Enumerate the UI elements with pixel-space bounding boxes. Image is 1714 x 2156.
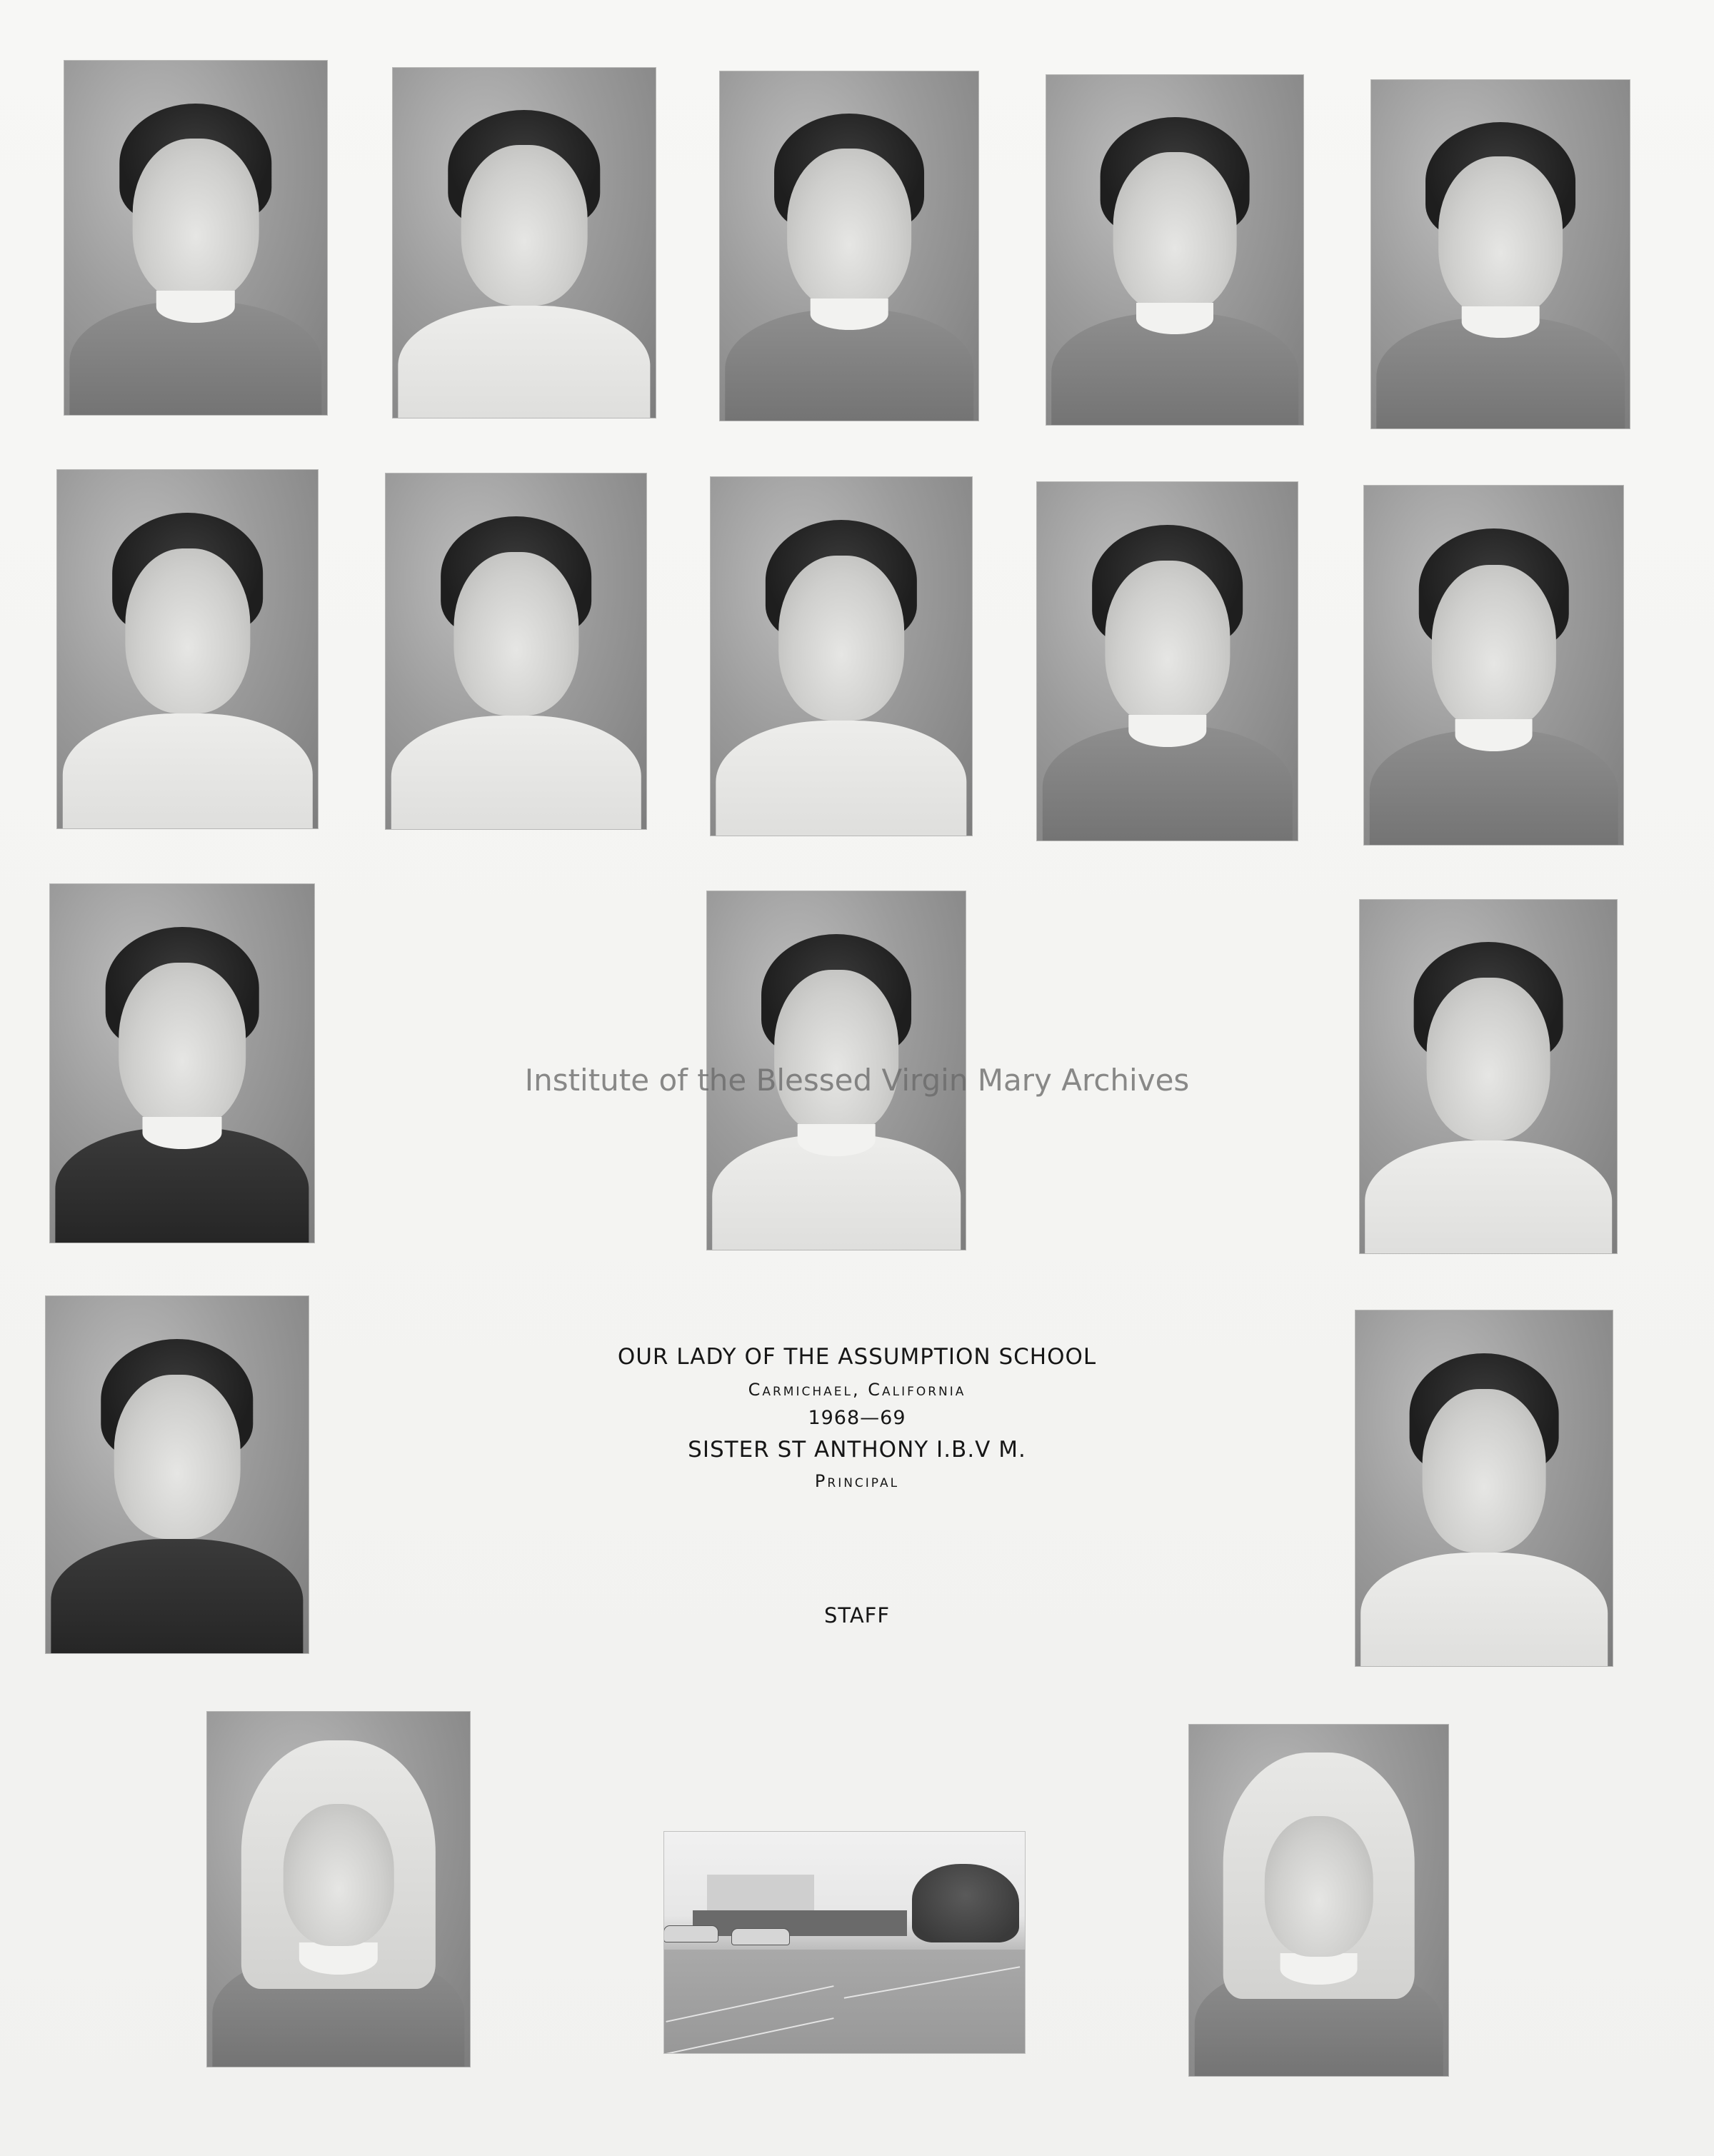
staff-portrait [1037, 482, 1298, 841]
staff-portrait [711, 477, 972, 836]
staff-portrait [1371, 80, 1630, 428]
archive-watermark: Institute of the Blessed Virgin Mary Archives [524, 1063, 1190, 1098]
school-location: Carmichael, California [748, 1380, 966, 1400]
staff-portrait [386, 473, 646, 829]
staff-portrait [720, 71, 978, 421]
staff-portrait [1355, 1310, 1613, 1666]
staff-portrait [1046, 75, 1303, 425]
staff-portrait [57, 470, 318, 828]
staff-portrait [1364, 486, 1623, 845]
staff-portrait-sister [207, 1712, 470, 2067]
section-label: STAFF [823, 1603, 891, 1628]
staff-portrait-sister [1189, 1725, 1448, 2076]
school-year: 1968—69 [808, 1407, 906, 1429]
staff-portrait [393, 68, 656, 418]
staff-portrait [64, 61, 327, 415]
staff-portrait [46, 1296, 309, 1653]
school-building-photo [664, 1832, 1025, 2053]
principal-name: SISTER ST ANTHONY I.B.V M. [688, 1437, 1026, 1463]
school-name: OUR LADY OF THE ASSUMPTION SCHOOL [617, 1344, 1097, 1370]
principal-title: Principal [814, 1471, 900, 1491]
